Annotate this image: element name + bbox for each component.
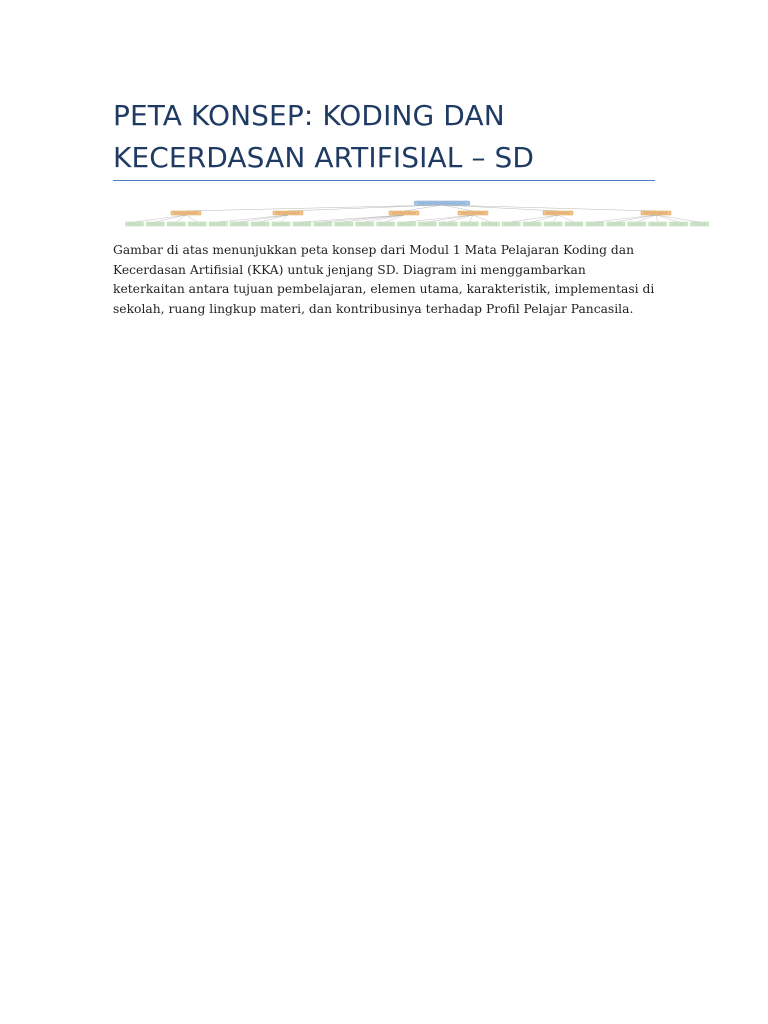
concept-map-connector xyxy=(218,215,288,222)
concept-map-connector xyxy=(558,215,574,222)
concept-map-connector xyxy=(442,205,558,211)
concept-map-connector xyxy=(469,215,473,222)
concept-map-connector xyxy=(656,215,658,222)
concept-map-connector xyxy=(473,215,490,222)
concept-map-connector xyxy=(442,205,656,211)
page-title xyxy=(113,95,673,179)
concept-map-connector xyxy=(532,215,558,222)
concept-map-connector xyxy=(427,215,473,222)
concept-map-connector xyxy=(365,215,404,222)
concept-map-figure xyxy=(122,196,712,232)
concept-map-connector xyxy=(656,215,700,222)
concept-map-connector xyxy=(323,215,404,222)
page-title-line-1: PETA KONSEP: KODING DAN xyxy=(113,99,505,132)
concept-map-connector xyxy=(239,215,288,222)
concept-map-connector xyxy=(595,215,656,222)
concept-map-connector xyxy=(407,215,473,222)
concept-map-connector xyxy=(511,215,558,222)
concept-map-connector xyxy=(616,215,656,222)
figure-caption: Gambar di atas menunjukkan peta konsep dari Modul 1 Mata Pelajaran Koding dan Kecerdasan Artifisial (KKA) untuk jenjang SD. Diagram ini menggambarkan keterkaitan antara tujuan pembelajaran, elemen utama, karakteristik, implementasi di sekolah, ruang lingkup materi, dan kontribusinya terhadap Profil Pelajar Pancasila. xyxy=(113,243,655,316)
concept-map-connector xyxy=(448,215,473,222)
concept-map-image xyxy=(122,196,712,232)
concept-map-connector xyxy=(281,215,288,222)
concept-map-connector xyxy=(186,215,197,222)
page-title-line-2: KECERDASAN ARTIFISIAL – SD xyxy=(113,141,535,174)
title-underline xyxy=(113,180,655,181)
concept-map-connector xyxy=(656,215,679,222)
